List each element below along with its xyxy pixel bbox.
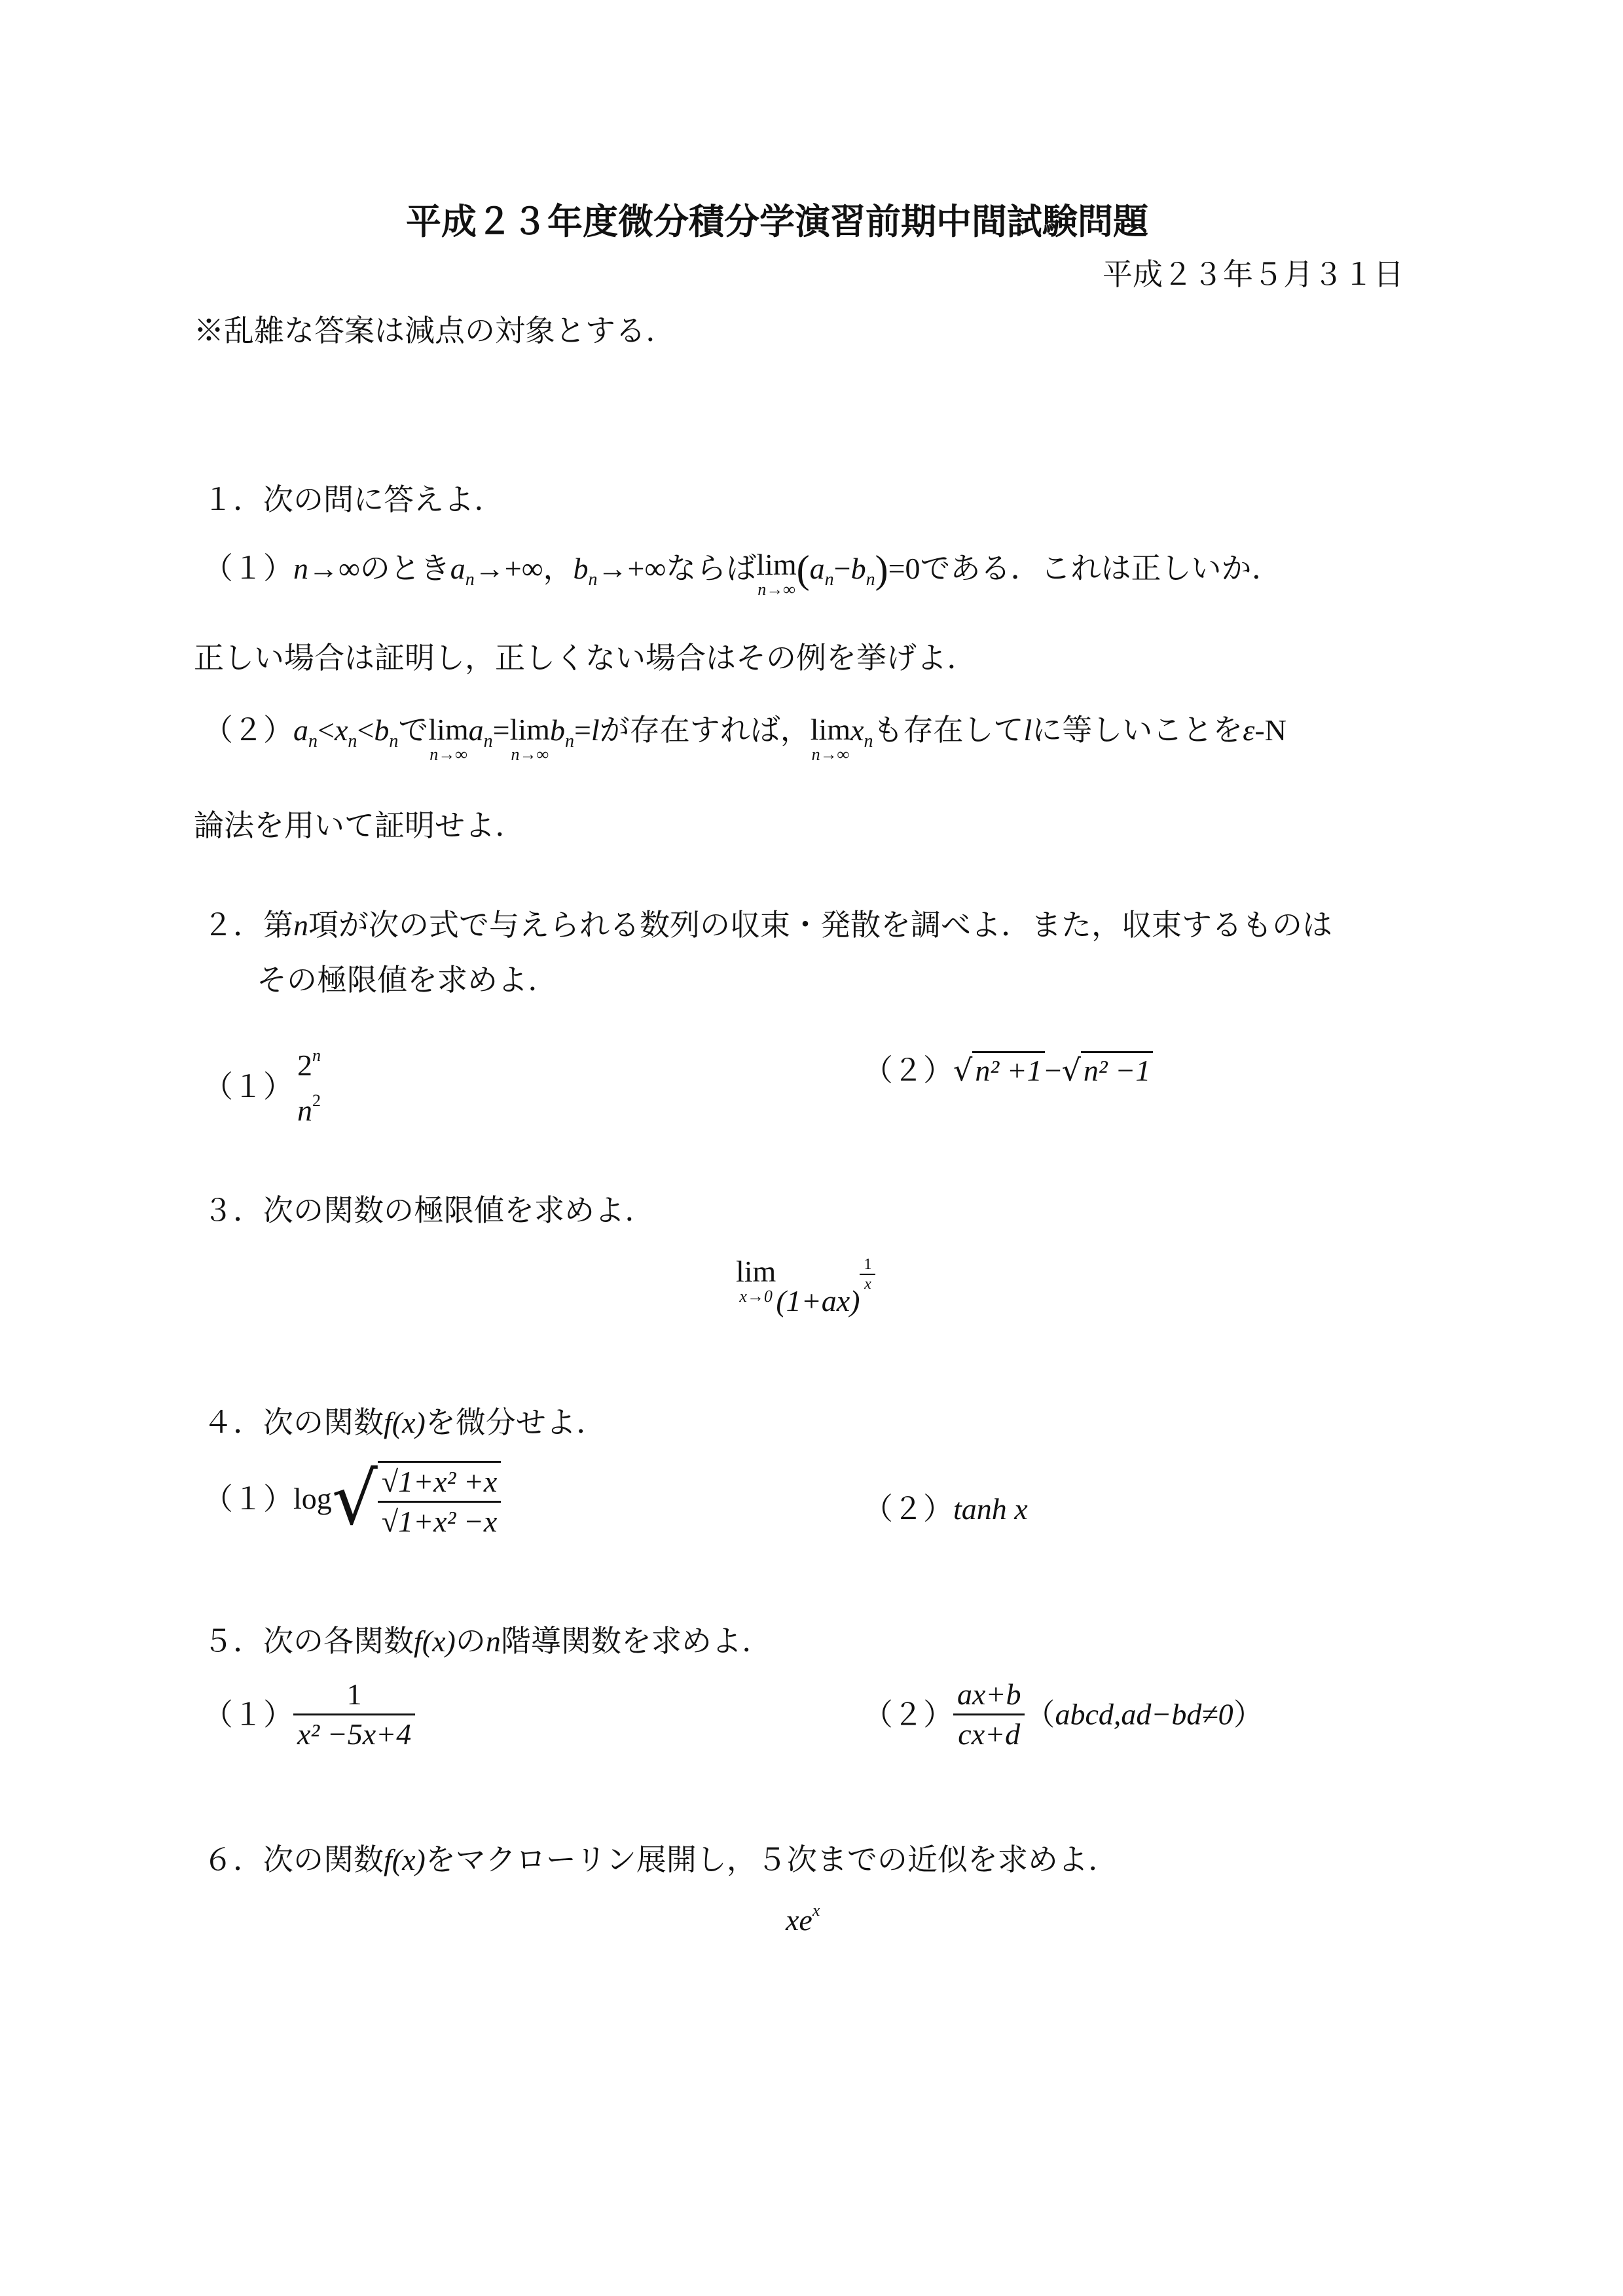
q1-part1: （１）n→∞のとき$a_n\to+\infty$，$b_n\to+\infty$ならば lim n→∞ $(a_n-b_n)=0$である．これは正しいか. — [203, 548, 1262, 599]
fraction: $\frac{1}{\text{x² −5x+4}}$ — [293, 1679, 415, 1749]
q4-part2: （２）tanh x — [863, 1491, 1028, 1526]
sqrt-term-2: n² −1 — [1081, 1051, 1153, 1086]
fraction: $\frac{\text{√1+x² +x}}{\text{√1+x² −x}}$ — [378, 1461, 501, 1537]
q3-expression: lim x→0 (1+ax) $\frac{1}{x}$ — [736, 1257, 875, 1316]
limit-operator: lim x→0 — [736, 1255, 776, 1306]
limit-operator: lim n→∞ — [428, 713, 469, 764]
q1-part1-line2: 正しい場合は証明し，正しくない場合はその例を挙げよ. — [194, 640, 957, 675]
q2-heading-line2: その極限値を求めよ. — [257, 962, 538, 997]
exam-title: 平成２３年度微分積分学演習前期中間試験問題 — [406, 201, 1148, 242]
sqrt-term-1: n² +1 — [972, 1051, 1044, 1086]
q2-part2: （２）√n² +1−√n² −1 — [863, 1051, 1153, 1086]
q1-heading: １．次の問に答えよ. — [203, 482, 484, 517]
q5-part2: （２） $\frac{ax+b}{cx+d}$ （abcd,ad−bd≠0） — [863, 1677, 1264, 1751]
q4-part1: （１）log√ $\frac{\text{√1+x² +x}}{\text{√1+x² −x}}$ — [203, 1461, 501, 1537]
q6-expression: $xe^x$ — [786, 1901, 820, 1937]
fraction: $\frac{ax+b}{cx+d}$ — [953, 1679, 1025, 1749]
q3-heading: ３．次の関数の極限値を求めよ. — [203, 1193, 634, 1228]
q1-part1-label: （１） — [203, 550, 293, 586]
fraction: 2$^n$ $n^2$ — [297, 1046, 321, 1127]
limit-operator: lim n→∞ — [810, 713, 851, 764]
q2-part1: （１） 2$^n$ $n^2$ — [203, 1047, 325, 1126]
q1-part2: $(2)a_n<x_n<b_n$で lim n→∞ $a_n=$ lim n→∞ $b_n=l$が存在すれば， lim n→∞ $x_n$も存在してlに等しいことをε-N — [203, 712, 1286, 764]
grading-note: ※乱雑な答案は減点の対象とする. — [194, 313, 655, 348]
q4-heading: ４．次の関数f(x)を微分せよ. — [203, 1405, 586, 1440]
q2-heading: ２．第n項が次の式で与えられる数列の収束・発散を調べよ．また，収束するものは — [203, 907, 1332, 942]
exam-date: 平成２３年５月３１日 — [1103, 257, 1404, 292]
q1-part2-line2: 論法を用いて証明せよ. — [194, 808, 505, 843]
q1-part2-label: （２） — [203, 712, 293, 747]
limit-operator: lim n→∞ — [756, 548, 797, 599]
limit-operator: lim n→∞ — [509, 713, 550, 764]
q6-heading: ６．次の関数f(x)をマクローリン展開し，５次までの近似を求めよ. — [203, 1842, 1098, 1877]
q5-heading: ５．次の各関数f(x)のn階導関数を求めよ. — [203, 1623, 752, 1659]
q5-part1: （１） $\frac{1}{\text{x² −5x+4}}$ — [203, 1679, 415, 1749]
